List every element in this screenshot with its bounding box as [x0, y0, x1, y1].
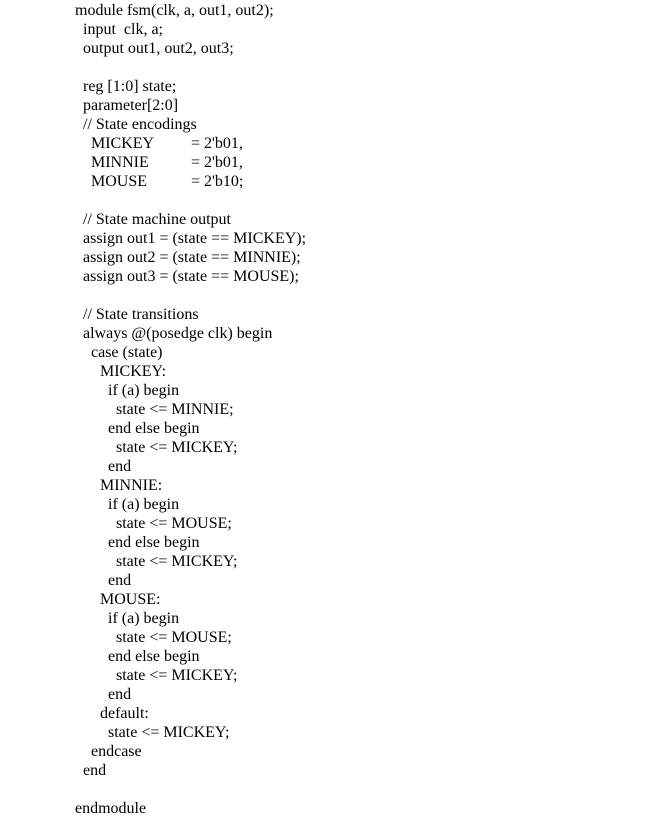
- assign-out2: assign out2 = (state == MINNIE);: [83, 249, 301, 266]
- minnie-else-stmt: state <= MICKEY;: [116, 553, 238, 570]
- param-name: MINNIE: [91, 154, 149, 171]
- mouse-if: if (a) begin: [108, 610, 180, 627]
- assign-out1: assign out1 = (state == MICKEY);: [83, 230, 307, 247]
- mouse-then-stmt: state <= MOUSE;: [116, 629, 232, 646]
- case-label-default: default:: [100, 705, 149, 722]
- case-label-mickey: MICKEY:: [100, 363, 167, 380]
- mickey-if: if (a) begin: [108, 382, 180, 399]
- minnie-end: end: [108, 572, 132, 589]
- case-statement: case (state): [91, 344, 163, 361]
- param-value: = 2'b01,: [191, 154, 243, 171]
- parameter-declaration: parameter[2:0]: [83, 97, 179, 114]
- mickey-then-stmt: state <= MINNIE;: [116, 401, 234, 418]
- mouse-end: end: [108, 686, 132, 703]
- minnie-then-stmt: state <= MOUSE;: [116, 515, 232, 532]
- param-name: MOUSE: [91, 173, 148, 190]
- case-label-minnie: MINNIE:: [100, 477, 163, 494]
- default-stmt: state <= MICKEY;: [108, 724, 230, 741]
- param-value: = 2'b01,: [191, 135, 243, 152]
- mickey-else: end else begin: [108, 420, 200, 437]
- comment-state-transitions: // State transitions: [83, 306, 199, 323]
- assign-out3: assign out3 = (state == MOUSE);: [83, 268, 299, 285]
- always-block: always @(posedge clk) begin: [83, 325, 273, 342]
- output-declaration: output out1, out2, out3;: [83, 40, 234, 57]
- case-label-mouse: MOUSE:: [100, 591, 161, 608]
- always-end: end: [83, 762, 107, 779]
- reg-declaration: reg [1:0] state;: [83, 78, 177, 95]
- param-value: = 2'b10;: [191, 173, 244, 190]
- verilog-code-listing: [0, 1, 654, 818]
- mickey-else-stmt: state <= MICKEY;: [116, 439, 238, 456]
- comment-state-encodings: // State encodings: [83, 116, 197, 133]
- endcase: endcase: [91, 743, 142, 760]
- minnie-else: end else begin: [108, 534, 200, 551]
- param-name: MICKEY: [91, 135, 155, 152]
- mickey-end: end: [108, 458, 132, 475]
- minnie-if: if (a) begin: [108, 496, 180, 513]
- blank-line: [0, 191, 654, 210]
- input-declaration: input clk, a;: [83, 21, 163, 38]
- param-mickey: [0, 134, 654, 153]
- param-mouse: [0, 172, 654, 191]
- mouse-else-stmt: state <= MICKEY;: [116, 667, 238, 684]
- endmodule: endmodule: [75, 800, 147, 817]
- param-minnie: [0, 153, 654, 172]
- module-header: module fsm(clk, a, out1, out2);: [75, 2, 274, 19]
- mouse-else: end else begin: [108, 648, 200, 665]
- blank-line: [0, 780, 654, 799]
- comment-state-machine-output: // State machine output: [83, 211, 231, 228]
- blank-line: [0, 58, 654, 77]
- blank-line: [0, 286, 654, 305]
